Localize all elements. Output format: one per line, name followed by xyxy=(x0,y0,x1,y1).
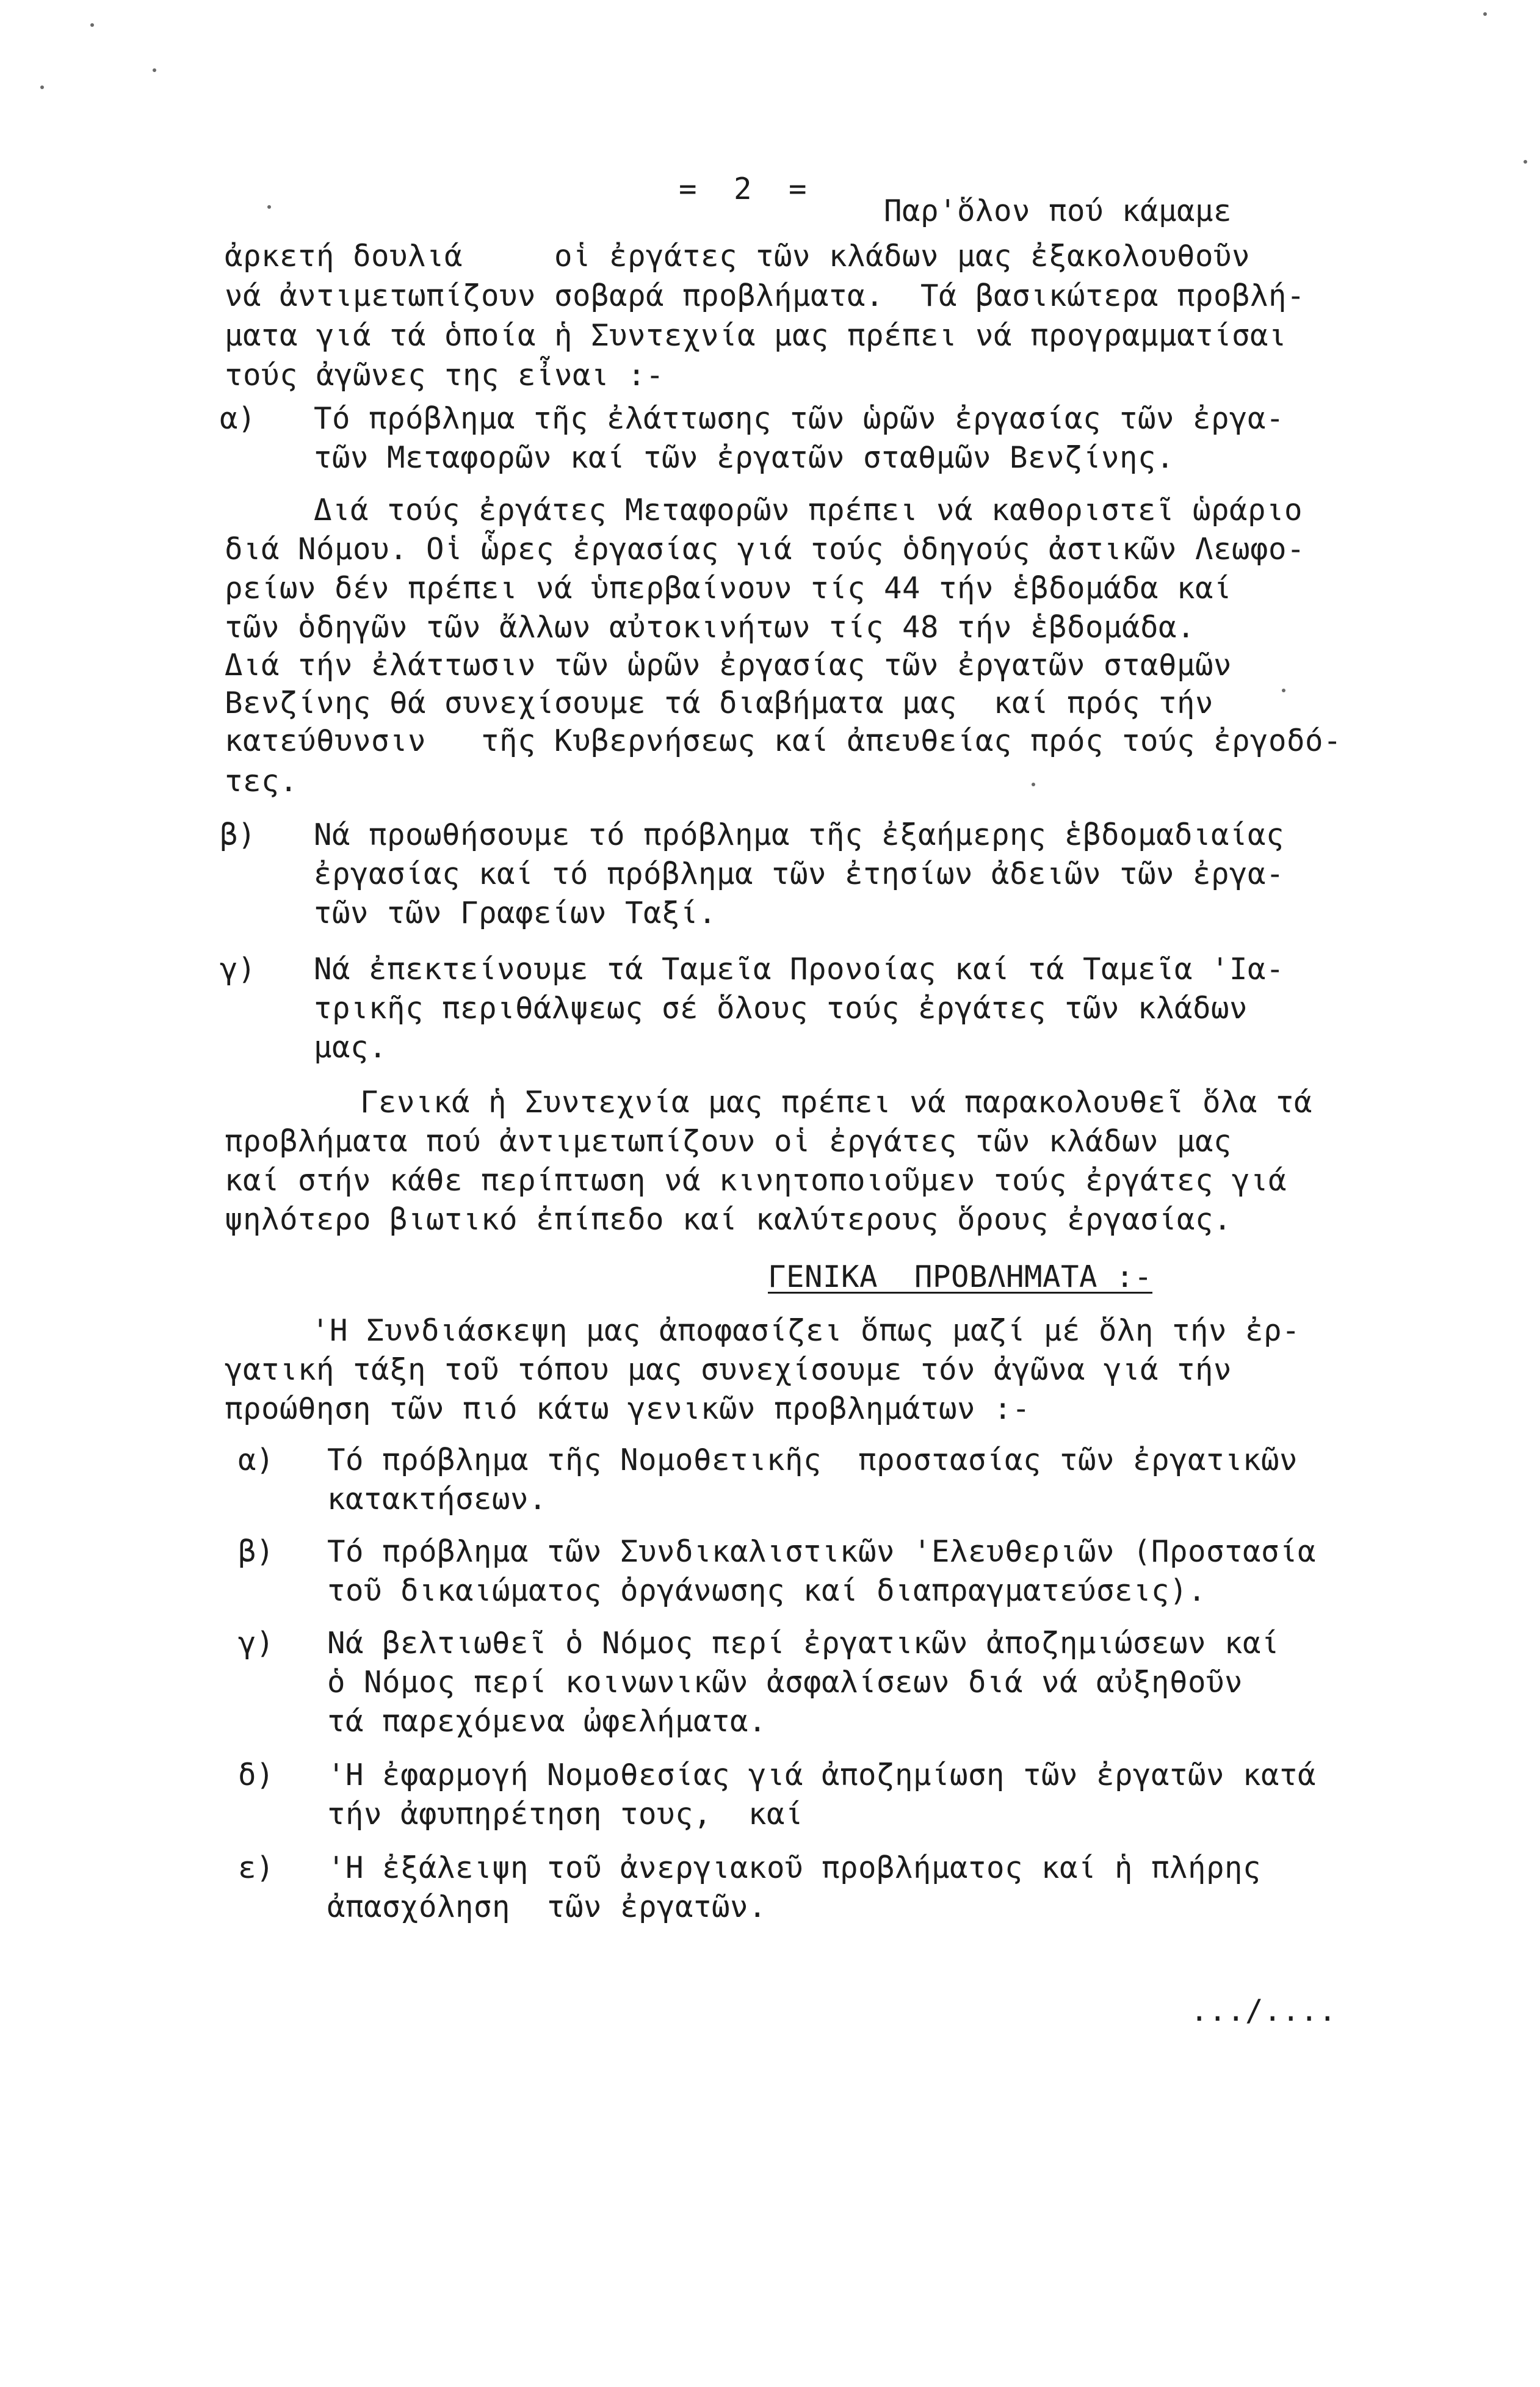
general-intro-line: 'Η Συνδιάσκεψη μας ἀποφασίζει ὅπως μαζί μέ ὅλη τήν ἐρ- xyxy=(311,1313,1301,1348)
item-line: Νά προωθήσουμε τό πρόβλημα τῆς ἐξαήμερης ἑβδομαδιαίας xyxy=(314,817,1285,852)
closing-line: Γενικά ἡ Συντεχνία μας πρέπει νά παρακολουθεῖ ὅλα τά xyxy=(360,1085,1313,1120)
general-item-line: Τό πρόβλημα τῶν Συνδικαλιστικῶν 'Ελευθεριῶν (Προστασία xyxy=(327,1534,1317,1569)
closing-line: προβλήματα πού ἀντιμετωπίζουν οἱ ἐργάτες τῶν κλάδων μας xyxy=(225,1124,1232,1159)
paragraph-line: Διά τούς ἐργάτες Μεταφορῶν πρέπει νά καθοριστεῖ ὡράριο xyxy=(314,493,1303,527)
item-marker: γ) xyxy=(220,952,256,987)
general-item-line: Τό πρόβλημα τῆς Νομοθετικῆς προστασίας τῶν ἐργατικῶν xyxy=(327,1443,1298,1477)
general-item-line: κατακτήσεων. xyxy=(327,1482,548,1516)
intro-line: νά ἀντιμετωπίζουν σοβαρά προβλήματα. Τά βασικώτερα προβλή- xyxy=(225,278,1306,313)
scan-speck xyxy=(153,68,156,72)
item-line: τῶν Μεταφορῶν καί τῶν ἐργατῶν σταθμῶν Βενζίνης. xyxy=(314,440,1175,475)
general-intro-line: γατική τάξη τοῦ τόπου μας συνεχίσουμε τόν ἀγῶνα γιά τήν xyxy=(225,1352,1232,1387)
item-marker: β) xyxy=(220,817,256,852)
intro-line: τούς ἀγῶνες της εἶναι :- xyxy=(225,358,665,393)
intro-line: Παρ'ὅλον πού κάμαμε xyxy=(884,194,1232,228)
general-item-marker: β) xyxy=(238,1534,275,1569)
general-item-line: τοῦ δικαιώματος ὀργάνωσης καί διαπραγματεύσεις). xyxy=(327,1573,1207,1608)
general-item-line: Νά βελτιωθεῖ ὁ Νόμος περί ἐργατικῶν ἀποζημιώσεων καί xyxy=(327,1626,1280,1661)
item-line: Τό πρόβλημα τῆς ἐλάττωσης τῶν ὡρῶν ἐργασίας τῶν ἐργα- xyxy=(314,401,1285,436)
general-item-marker: α) xyxy=(238,1443,275,1477)
item-line: τρικῆς περιθάλψεως σέ ὅλους τούς ἐργάτες τῶν κλάδων xyxy=(314,991,1248,1026)
paragraph-line: διά Νόμου. Οἱ ὧρες ἐργασίας γιά τούς ὁδηγούς ἀστικῶν Λεωφο- xyxy=(225,532,1306,567)
general-item-line: ἀπασχόληση τῶν ἐργατῶν. xyxy=(327,1889,767,1924)
paragraph-line: ρείων δέν πρέπει νά ὑπερβαίνουν τίς 44 τήν ἑβδομάδα καί xyxy=(225,571,1232,606)
intro-line: ματα γιά τά ὁποία ἡ Συντεχνία μας πρέπει νά προγραμματίσαι xyxy=(225,318,1287,353)
closing-line: ψηλότερο βιωτικό ἐπίπεδο καί καλύτερους ὅρους ἐργασίας. xyxy=(225,1202,1232,1237)
general-intro-line: προώθηση τῶν πιό κάτω γενικῶν προβλημάτων :- xyxy=(225,1391,1031,1426)
paragraph-line: Διά τήν ἐλάττωσιν τῶν ὡρῶν ἐργασίας τῶν ἐργατῶν σταθμῶν xyxy=(225,648,1232,683)
scan-speck xyxy=(1032,783,1035,786)
general-item-marker: ε) xyxy=(238,1850,275,1885)
item-line: μας. xyxy=(314,1030,388,1065)
general-item-line: 'Η ἐξάλειψη τοῦ ἀνεργιακοῦ προβλήματος καί ἡ πλήρης xyxy=(327,1850,1262,1885)
paragraph-line: τῶν ὁδηγῶν τῶν ἄλλων αὐτοκινήτων τίς 48 τήν ἑβδομάδα. xyxy=(225,610,1196,645)
paragraph-line: κατεύθυνσιν τῆς Κυβερνήσεως καί ἀπευθείας πρός τούς ἐργοδό- xyxy=(225,723,1342,758)
paragraph-line: τες. xyxy=(225,764,298,799)
closing-line: καί στήν κάθε περίπτωση νά κινητοποιοῦμεν τούς ἐργάτες γιά xyxy=(225,1163,1287,1198)
general-item-marker: δ) xyxy=(238,1758,275,1792)
scan-speck xyxy=(267,205,271,209)
section-heading: ΓΕΝΙΚΑ ΠΡΟΒΛΗΜΑΤΑ :- xyxy=(768,1259,1153,1294)
scan-speck xyxy=(1483,12,1487,16)
item-marker: α) xyxy=(220,401,256,436)
general-item-line: τά παρεχόμενα ὠφελήματα. xyxy=(327,1704,767,1739)
scan-speck xyxy=(90,23,94,27)
scan-speck xyxy=(1282,689,1285,692)
page-number: = 2 = xyxy=(679,172,808,206)
continuation-marker: .../.... xyxy=(1190,1993,1337,2028)
general-item-line: ὁ Νόμος περί κοινωνικῶν ἀσφαλίσεων διά νά αὐξηθοῦν xyxy=(327,1665,1243,1700)
scan-speck xyxy=(40,85,44,89)
intro-line: ἀρκετή δουλιά οἱ ἐργάτες τῶν κλάδων μας ἐξακολουθοῦν xyxy=(225,239,1251,273)
item-line: Νά ἐπεκτείνουμε τά Ταμεῖα Προνοίας καί τά Ταμεῖα 'Ια- xyxy=(314,952,1285,987)
general-item-line: 'Η ἐφαρμογή Νομοθεσίας γιά ἀποζημίωση τῶν ἐργατῶν κατά xyxy=(327,1758,1317,1792)
scan-speck xyxy=(1524,160,1527,164)
item-line: τῶν τῶν Γραφείων Ταξί. xyxy=(314,896,717,930)
paragraph-line: Βενζίνης θά συνεχίσουμε τά διαβήματα μας καί πρός τήν xyxy=(225,686,1214,720)
item-line: ἐργασίας καί τό πρόβλημα τῶν ἐτησίων ἀδειῶν τῶν ἐργα- xyxy=(314,857,1285,891)
general-item-marker: γ) xyxy=(238,1626,275,1661)
general-item-line: τήν ἀφυπηρέτηση τους, καί xyxy=(327,1797,804,1831)
